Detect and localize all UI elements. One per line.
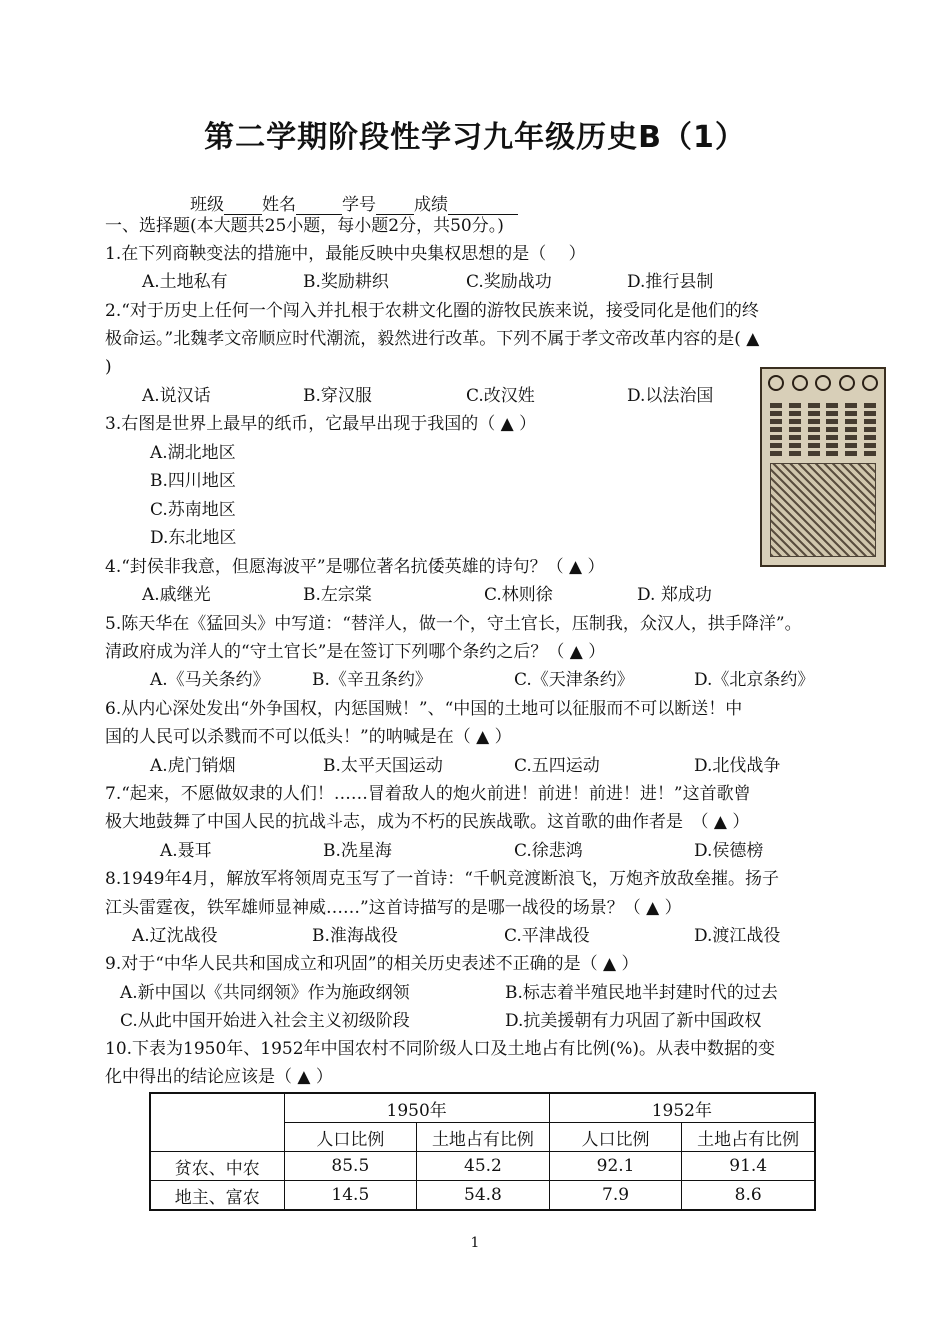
table-row-label: 贫农、中农: [150, 1152, 284, 1181]
q3-option-b[interactable]: B.四川地区: [150, 471, 236, 491]
q5-option-c[interactable]: C.《天津条约》: [514, 670, 634, 690]
q3-option-c[interactable]: C.苏南地区: [150, 500, 236, 520]
q2-option-d[interactable]: D.以法治国: [627, 386, 714, 406]
table-subheader: 土地占有比例: [417, 1123, 550, 1152]
table-cell: 14.5: [284, 1181, 417, 1211]
page-number: 1: [470, 1235, 480, 1251]
q7-option-a[interactable]: A.聂耳: [160, 841, 212, 861]
q9-option-a[interactable]: A.新中国以《共同纲领》作为施政纲领: [120, 983, 410, 1003]
q5-option-d[interactable]: D.《北京条约》: [694, 670, 815, 690]
q6-option-b[interactable]: B.太平天国运动: [323, 756, 443, 776]
question-7-stem-line2: 极大地鼓舞了中国人民的抗战斗志，成为不朽的民族战歌。这首歌的曲作者是 （ ▲ ）: [105, 812, 750, 832]
question-2-stem-line3: ): [105, 357, 112, 377]
question-1-stem: 1.在下列商鞅变法的措施中，最能反映中央集权思想的是（ ）: [105, 244, 586, 264]
question-8-stem-line1: 8.1949年4月，解放军将领周克玉写了一首诗：“千帆竞渡断浪飞，万炮齐放敌垒摧。扬子: [105, 869, 779, 889]
land-ownership-table: [149, 1092, 816, 1211]
question-2-stem-line1: 2.“对于历史上任何一个闯入并扎根于农耕文化圈的游牧民族来说，接受同化是他们的终: [105, 301, 759, 321]
q9-option-c[interactable]: C.从此中国开始进入社会主义初级阶段: [120, 1011, 410, 1031]
table-subheader: 人口比例: [284, 1123, 417, 1152]
q3-option-d[interactable]: D.东北地区: [150, 528, 237, 548]
q8-option-b[interactable]: B.淮海战役: [312, 926, 398, 946]
question-2-stem-line2: 极命运。”北魏孝文帝顺应时代潮流，毅然进行改革。下列不属于孝文帝改革内容的是( ▲: [105, 329, 760, 349]
table-cell: 92.1: [549, 1152, 682, 1181]
question-7-stem-line1: 7.“起来，不愿做奴隶的人们！……冒着敌人的炮火前进！前进！前进！进！”这首歌曾: [105, 784, 751, 804]
q8-option-a[interactable]: A.辽沈战役: [132, 926, 218, 946]
banknote-coin-row: [768, 375, 878, 395]
id-blank[interactable]: [376, 198, 414, 215]
name-blank[interactable]: [296, 198, 342, 215]
table-subheader: 土地占有比例: [682, 1123, 815, 1152]
q7-option-d[interactable]: D.侯德榜: [694, 841, 764, 861]
table-cell: 91.4: [682, 1152, 815, 1181]
q6-option-c[interactable]: C.五四运动: [514, 756, 600, 776]
q6-option-a[interactable]: A.虎门销烟: [150, 756, 236, 776]
q9-option-b[interactable]: B.标志着半殖民地半封建时代的过去: [505, 983, 778, 1003]
name-label: 姓名: [262, 195, 296, 215]
jiaozi-banknote-image: [760, 367, 886, 567]
q7-option-c[interactable]: C.徐悲鸿: [514, 841, 583, 861]
q1-option-c[interactable]: C.奖励战功: [466, 272, 552, 292]
table-cell: 85.5: [284, 1152, 417, 1181]
q9-option-d[interactable]: D.抗美援朝有力巩固了新中国政权: [505, 1011, 762, 1031]
q6-option-d[interactable]: D.北伐战争: [694, 756, 781, 776]
q3-option-a[interactable]: A.湖北地区: [150, 443, 236, 463]
q1-option-b[interactable]: B.奖励耕织: [303, 272, 389, 292]
table-header-row-years: [150, 1093, 815, 1123]
question-3-stem: 3.右图是世界上最早的纸币，它最早出现于我国的（ ▲ ）: [105, 414, 537, 434]
banknote-illustration: [770, 463, 876, 557]
question-6-stem-line1: 6.从内心深处发出“外争国权，内惩国贼！”、“中国的土地可以征服而不可以断送！中: [105, 699, 743, 719]
question-8-stem-line2: 江头雷霆夜，铁军雄师显神威……”这首诗描写的是哪一战役的场景？（ ▲ ）: [105, 898, 682, 918]
q7-option-b[interactable]: B.冼星海: [323, 841, 392, 861]
q2-option-c[interactable]: C.改汉姓: [466, 386, 535, 406]
table-cell: 7.9: [549, 1181, 682, 1211]
table-row: [150, 1181, 815, 1211]
q4-option-b[interactable]: B.左宗棠: [303, 585, 372, 605]
student-info-line: [190, 190, 518, 215]
question-5-stem-line1: 5.陈天华在《猛回头》中写道：“替洋人，做一个，守土官长，压制我，众汉人，拱手降洋”。: [105, 614, 802, 634]
q4-option-d[interactable]: D. 郑成功: [637, 585, 712, 605]
question-10-stem-line1: 10.下表为1950年、1952年中国农村不同阶级人口及土地占有比例(%)。从表中数据的变: [105, 1039, 775, 1059]
table-year-1952: 1952年: [549, 1093, 815, 1123]
table-cell: 45.2: [417, 1152, 550, 1181]
table-corner-cell: [150, 1093, 284, 1152]
id-label: 学号: [342, 195, 376, 215]
question-5-stem-line2: 清政府成为洋人的“守土官长”是在签订下列哪个条约之后？（ ▲ ）: [105, 642, 606, 662]
class-label: 班级: [190, 195, 224, 215]
q1-option-d[interactable]: D.推行县制: [627, 272, 714, 292]
table-cell: 54.8: [417, 1181, 550, 1211]
score-blank[interactable]: [448, 198, 518, 215]
question-9-stem: 9.对于“中华人民共和国成立和巩固”的相关历史表述不正确的是（ ▲ ）: [105, 954, 639, 974]
score-label: 成绩: [414, 195, 448, 215]
q2-option-b[interactable]: B.穿汉服: [303, 386, 372, 406]
q5-option-a[interactable]: A.《马关条约》: [150, 670, 270, 690]
page-title: 第二学期阶段性学习九年级历史B（1）: [204, 120, 746, 155]
q2-option-a[interactable]: A.说汉话: [142, 386, 211, 406]
banknote-inscription: [770, 403, 876, 457]
table-row: [150, 1152, 815, 1181]
q8-option-c[interactable]: C.平津战役: [504, 926, 590, 946]
q8-option-d[interactable]: D.渡江战役: [694, 926, 781, 946]
q1-option-a[interactable]: A.土地私有: [142, 272, 228, 292]
q4-option-a[interactable]: A.戚继光: [142, 585, 211, 605]
table-year-1950: 1950年: [284, 1093, 549, 1123]
table-cell: 8.6: [682, 1181, 815, 1211]
q5-option-b[interactable]: B.《辛丑条约》: [312, 670, 432, 690]
table-subheader: 人口比例: [549, 1123, 682, 1152]
question-6-stem-line2: 国的人民可以杀戮而不可以低头！”的呐喊是在（ ▲ ）: [105, 727, 512, 747]
table-row-label: 地主、富农: [150, 1181, 284, 1211]
question-10-stem-line2: 化中得出的结论应该是（ ▲ ）: [105, 1067, 333, 1087]
question-4-stem: 4.“封侯非我意，但愿海波平”是哪位著名抗倭英雄的诗句？（ ▲ ）: [105, 557, 605, 577]
q4-option-c[interactable]: C.林则徐: [484, 585, 553, 605]
section-heading: 一、选择题(本大题共25小题，每小题2分，共50分。): [105, 216, 504, 236]
class-blank[interactable]: [224, 198, 262, 215]
